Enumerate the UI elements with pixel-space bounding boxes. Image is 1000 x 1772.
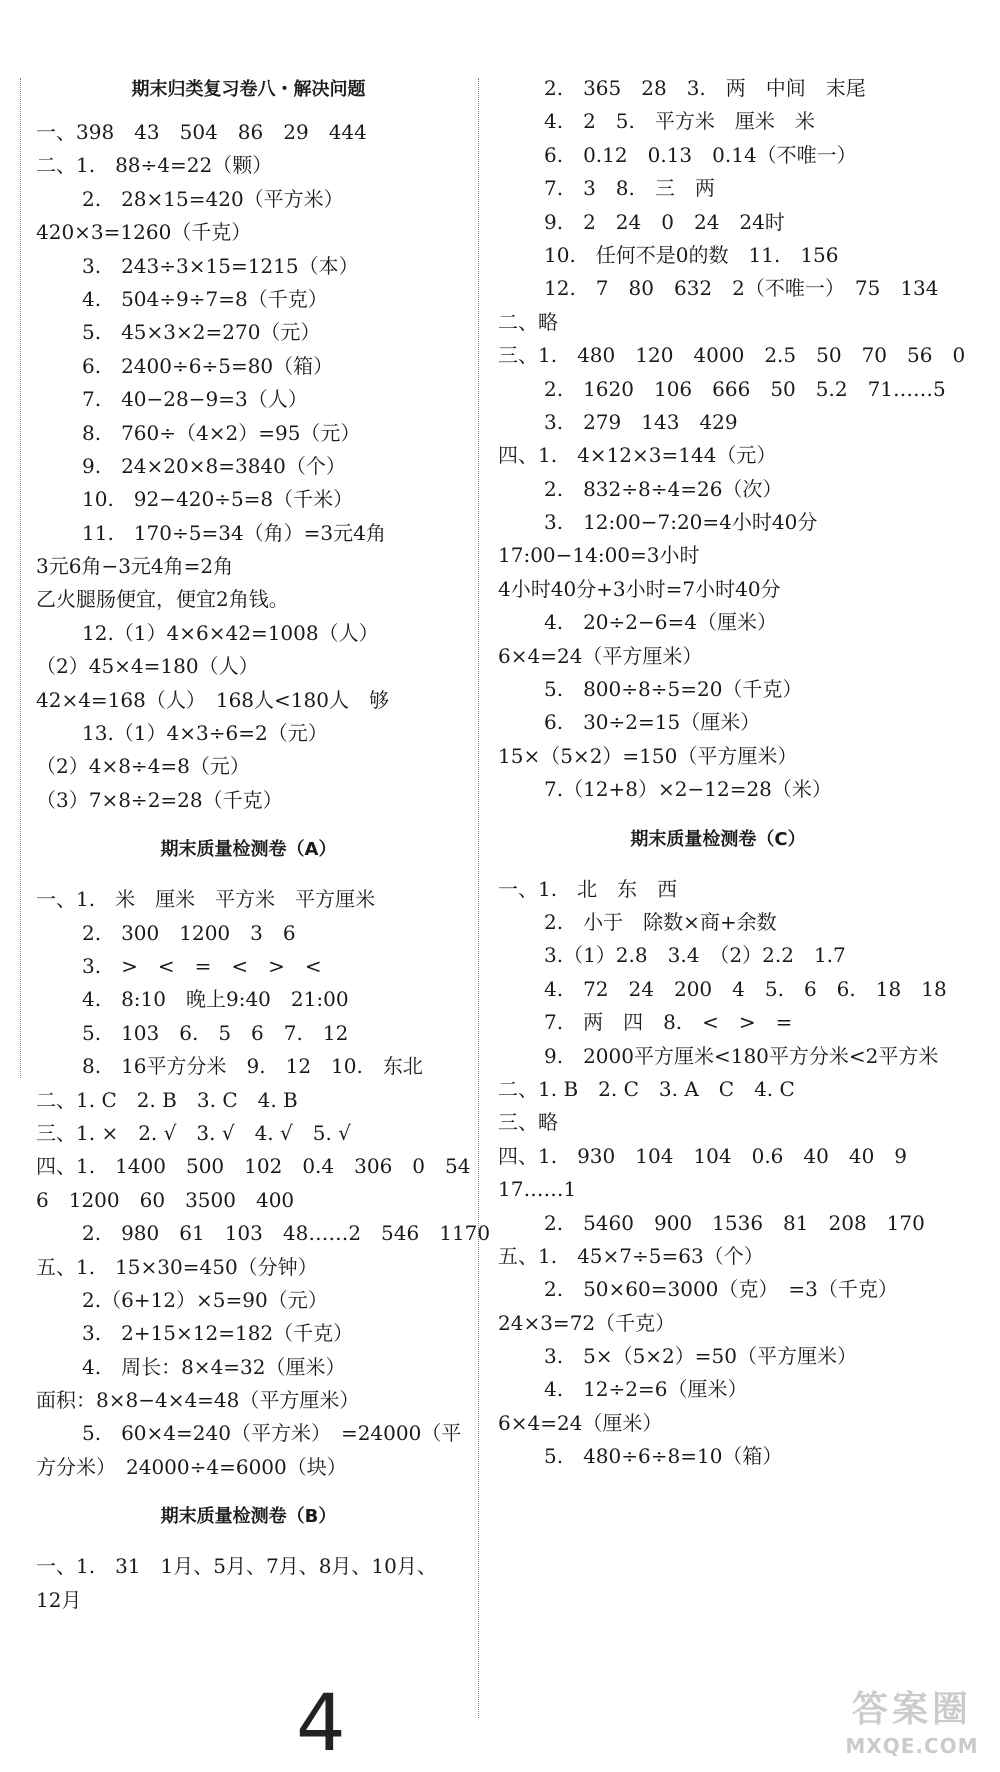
answer-line: 24×3=72（千克） xyxy=(498,1310,676,1335)
answer-line: 7. 两 四 8. < > = xyxy=(544,1010,793,1035)
answer-line: 5. 103 6. 5 6 7. 12 xyxy=(82,1020,349,1045)
answer-line: 2. 300 1200 3 6 xyxy=(82,920,296,945)
section-heading: 期末质量检测卷（C） xyxy=(630,828,806,850)
answer-line: 四、1. 1400 500 102 0.4 306 0 54 xyxy=(36,1154,471,1179)
answer-line: 5. 60×4=240（平方米） =24000（平 xyxy=(82,1421,462,1446)
answer-line: 二、1. B 2. C 3. A C 4. C xyxy=(498,1076,795,1101)
answer-line: 6 1200 60 3500 400 xyxy=(36,1187,295,1212)
answer-line: 3. 243÷3×15=1215（本） xyxy=(82,253,359,278)
answer-line: 7. 3 8. 三 两 xyxy=(544,176,715,201)
answer-line: 3元6角−3元4角=2角 xyxy=(36,554,234,579)
answer-line: 2. 832÷8÷4=26（次） xyxy=(544,476,783,501)
answer-line: 2.（6+12）×5=90（元） xyxy=(82,1287,328,1312)
answer-line: 9. 24×20×8=3840（个） xyxy=(82,453,346,478)
answer-line: 11. 170÷5=34（角）=3元4角 xyxy=(82,520,386,545)
answer-line: 方分米） 24000÷4=6000（块） xyxy=(36,1454,347,1479)
answer-line: 2. 1620 106 666 50 5.2 71……5 xyxy=(544,376,946,401)
answer-line: 6. 0.12 0.13 0.14（不唯一） xyxy=(544,142,857,167)
answer-line: 4小时40分+3小时=7小时40分 xyxy=(498,576,781,601)
answer-line: 2. 小于 除数×商+余数 xyxy=(544,909,777,934)
watermark-url: MXQE.COM xyxy=(845,1734,979,1758)
answer-line: 17:00−14:00=3小时 xyxy=(498,543,700,568)
answer-line: 8. 760÷（4×2）=95（元） xyxy=(82,420,361,445)
answer-line: 2. 28×15=420（平方米） xyxy=(82,186,344,211)
answer-line: 五、1. 15×30=450（分钟） xyxy=(36,1254,318,1279)
answer-line: 二、1. C 2. B 3. C 4. B xyxy=(36,1087,298,1112)
answer-line: 一、1. 北 东 西 xyxy=(498,876,678,901)
answer-line: 12月 xyxy=(36,1587,82,1612)
section-heading: 期末归类复习卷八・解决问题 xyxy=(131,79,366,100)
answer-line: 3. 2+15×12=182（千克） xyxy=(82,1321,354,1346)
answer-line: 三、1. × 2. √ 3. √ 4. √ 5. √ xyxy=(36,1120,351,1145)
handwritten-page-number: 4 xyxy=(296,1679,346,1769)
left-column xyxy=(36,72,491,1617)
answer-line: 一、1. 米 厘米 平方米 平方厘米 xyxy=(36,887,376,912)
answer-line: 5. 800÷8÷5=20（千克） xyxy=(544,677,803,702)
answer-line: 7.（12+8）×2−12=28（米） xyxy=(544,777,832,802)
answer-line: 4. 周长：8×4=32（厘米） xyxy=(82,1354,346,1379)
answer-line: 6×4=24（厘米） xyxy=(498,1410,663,1435)
answer-line: 3. 279 143 429 xyxy=(544,409,738,434)
answer-line: 6×4=24（平方厘米） xyxy=(498,643,703,668)
answer-line: 3. > < = < > < xyxy=(82,953,322,978)
answer-line: 面积：8×8−4×4=48（平方厘米） xyxy=(36,1388,360,1413)
answer-line: 五、1. 45×7÷5=63（个） xyxy=(498,1243,764,1268)
answer-line: 42×4=168（人） 168人<180人 够 xyxy=(36,687,389,712)
answer-line: 2. 50×60=3000（克） =3（千克） xyxy=(544,1277,898,1302)
answer-line: 三、1. 480 120 4000 2.5 50 70 56 0 xyxy=(498,343,966,368)
answer-line: 13.（1）4×3÷6=2（元） xyxy=(82,721,328,746)
answer-line: 3. 12:00−7:20=4小时40分 xyxy=(544,510,818,535)
answer-line: 8. 16平方分米 9. 12 10. 东北 xyxy=(82,1054,423,1079)
answer-line: 9. 2 24 0 24 24时 xyxy=(544,209,785,234)
answer-line: 四、1. 930 104 104 0.6 40 40 9 xyxy=(498,1143,908,1168)
answer-line: 二、1. 88÷4=22（颗） xyxy=(36,153,273,178)
answer-line: 7. 40−28−9=3（人） xyxy=(82,387,308,412)
watermark-logo-text: 答案圈 xyxy=(851,1689,972,1730)
site-watermark xyxy=(832,1688,992,1766)
answer-line: 15×（5×2）=150（平方厘米） xyxy=(498,743,798,768)
answer-line: 6. 30÷2=15（厘米） xyxy=(544,710,761,735)
answer-line: 一、398 43 504 86 29 444 xyxy=(36,120,367,144)
answer-line: 4. 12÷2=6（厘米） xyxy=(544,1377,748,1402)
answer-line: 420×3=1260（千克） xyxy=(36,220,252,245)
answer-line: 5. 480÷6÷8=10（箱） xyxy=(544,1444,783,1469)
answer-line: 2. 5460 900 1536 81 208 170 xyxy=(544,1210,925,1235)
answer-line: 三、略 xyxy=(498,1110,558,1135)
answer-line: 3.（1）2.8 3.4 （2）2.2 1.7 xyxy=(544,943,846,968)
answer-line: 10. 92−420÷5=8（千米） xyxy=(82,487,354,512)
answer-line: 5. 45×3×2=270（元） xyxy=(82,320,321,345)
answer-line: 4. 20÷2−6=4（厘米） xyxy=(544,610,777,635)
answer-line: （3）7×8÷2=28（千克） xyxy=(36,787,283,812)
answer-line: 2. 365 28 3. 两 中间 末尾 xyxy=(544,76,866,100)
answer-line: 12.（1）4×6×42=1008（人） xyxy=(82,620,379,645)
section-heading: 期末质量检测卷（A） xyxy=(160,839,337,861)
answer-line: 10. 任何不是0的数 11. 156 xyxy=(544,242,839,267)
right-column xyxy=(498,72,966,1474)
answer-line: 6. 2400÷6÷5=80（箱） xyxy=(82,353,334,378)
answer-line: 四、1. 4×12×3=144（元） xyxy=(498,443,777,468)
answer-line: 12. 7 80 632 2（不唯一） 75 134 xyxy=(544,276,939,301)
column-divider xyxy=(478,78,479,1718)
answer-line: （2）4×8÷4=8（元） xyxy=(36,754,250,779)
answer-line: 一、1. 31 1月、5月、7月、8月、10月、 xyxy=(36,1554,437,1579)
answer-line: 二、略 xyxy=(498,309,558,334)
answer-line: 4. 2 5. 平方米 厘米 米 xyxy=(544,109,815,134)
answer-line: 2. 980 61 103 48……2 546 1170 xyxy=(82,1221,491,1246)
answer-line: 3. 5×（5×2）=50（平方厘米） xyxy=(544,1344,857,1369)
answer-line: （2）45×4=180（人） xyxy=(36,654,259,679)
answer-line: 4. 72 24 200 4 5. 6 6. 18 18 xyxy=(544,976,947,1001)
answer-line: 4. 8:10 晚上9:40 21:00 xyxy=(82,987,349,1012)
answer-line: 9. 2000平方厘米<180平方分米<2平方米 xyxy=(544,1043,939,1068)
answer-line: 乙火腿肠便宜，便宜2角钱。 xyxy=(36,587,289,612)
section-heading: 期末质量检测卷（B） xyxy=(160,1506,337,1528)
left-margin-rule xyxy=(20,78,21,1078)
answer-line: 4. 504÷9÷7=8（千克） xyxy=(82,286,328,311)
answer-line: 17……1 xyxy=(498,1177,577,1202)
